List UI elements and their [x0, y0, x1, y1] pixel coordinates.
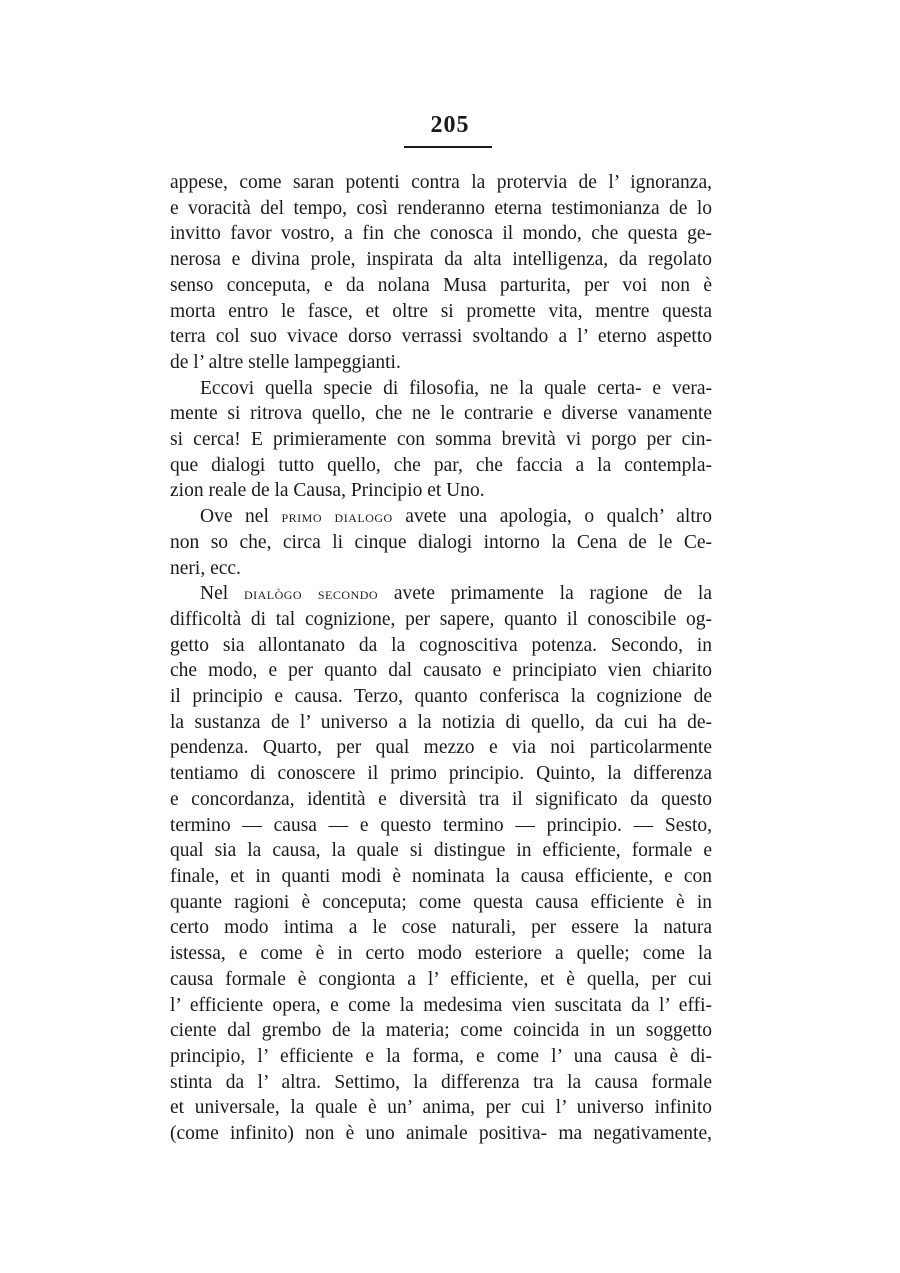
section-reference: dialògo secondo [243, 583, 379, 604]
text-line: non so che, circa li cinque dialogi intorno la Cena de le Ce- [170, 531, 712, 553]
text-line: difficoltà di tal cognizione, per sapere, quanto il conoscibile og- [170, 608, 712, 630]
text-line: che modo, e per quanto dal causato e principiato vien chiarito [170, 660, 712, 682]
text-line: terra col suo vivace dorso verrassi svoltando a l’ eterno aspetto [170, 326, 712, 348]
text-line: getto sia allontanato da la cognoscitiva potenza. Secondo, in [170, 634, 712, 656]
text-line: pendenza. Quarto, per qual mezzo e via noi particolarmente [170, 737, 712, 759]
text-run: avete una apologia, o qualch’ altro [392, 506, 712, 528]
text-line: qual sia la causa, la quale si distingue in efficiente, formale e [170, 840, 712, 862]
text-line: senso conceputa, e da nolana Musa parturita, per voi non è [170, 274, 712, 296]
paragraph [170, 581, 712, 1146]
text-line: tentiamo di conoscere il primo principio. Quinto, la differenza [170, 763, 712, 785]
text-line: termino — causa — e questo termino — principio. — Sesto, [170, 814, 712, 836]
text-line: morta entro le fasce, et oltre si promette vita, mentre questa [170, 300, 712, 322]
text-run: Nel [200, 583, 244, 605]
text-line: la sustanza de l’ universo a la notizia di quello, da cui ha de- [170, 711, 712, 733]
text-line: zion reale de la Causa, Principio et Uno. [170, 480, 485, 502]
text-line: e voracità del tempo, così renderanno eterna testimonianza de lo [170, 197, 712, 219]
paragraph [170, 504, 712, 581]
text-line: (come infinito) non è uno animale positiva- ma negativamente, [170, 1123, 712, 1145]
text-line: invitto favor vostro, a fin che conosca il mondo, che questa ge- [170, 223, 712, 245]
text-line: si cerca! E primieramente con somma brevità vi porgo per cin- [170, 429, 712, 451]
text-line: mente si ritrova quello, che ne le contrarie e diverse vanamente [170, 403, 712, 425]
text-line: de l’ altre stelle lampeggianti. [170, 351, 401, 373]
text-line: principio, l’ efficiente e la forma, e come l’ una causa è di- [170, 1045, 712, 1067]
text-line: causa formale è congionta a l’ efficiente, et è quella, per cui [170, 968, 712, 990]
paragraph [170, 376, 712, 505]
text-run: Ove nel [200, 506, 282, 528]
text-line: neri, ecc. [170, 557, 241, 579]
text-line: nerosa e divina prole, inspirata da alta intelligenza, da regolato [170, 249, 712, 271]
text-line: istessa, e come è in certo modo esteriore a quelle; come la [170, 943, 712, 965]
page-number: 205 [430, 112, 470, 138]
section-reference: primo dialogo [281, 506, 393, 527]
text-line: il principio e causa. Terzo, quanto conferisca la cognizione de [170, 686, 712, 708]
text-line: stinta da l’ altra. Settimo, la differenza tra la causa formale [170, 1071, 712, 1093]
paragraph [170, 170, 712, 376]
text-line: appese, come saran potenti contra la protervia de l’ ignoranza, [170, 172, 712, 193]
text-run: avete primamente la ragione de la [378, 583, 712, 605]
text-line [170, 504, 712, 530]
text-line: ciente dal grembo de la materia; come coincida in un soggetto [170, 1020, 712, 1042]
header-rule [404, 146, 492, 148]
text-line: e concordanza, identità e diversità tra il significato da questo [170, 788, 712, 810]
text-line: et universale, la quale è un’ anima, per cui l’ universo infinito [170, 1097, 712, 1119]
text-line: l’ efficiente opera, e come la medesima vien suscitata da l’ effi- [170, 994, 712, 1016]
text-line: certo modo intima a le cose naturali, per essere la natura [170, 917, 712, 939]
text-line: quante ragioni è conceputa; come questa causa efficiente è in [170, 891, 712, 913]
body-text [170, 170, 712, 1147]
text-line [170, 581, 712, 607]
text-line: finale, et in quanti modi è nominata la causa efficiente, e con [170, 865, 712, 887]
text-line: Eccovi quella specie di filosofia, ne la quale certa- e vera- [200, 377, 712, 399]
text-line: que dialogi tutto quello, che par, che faccia a la contempla- [170, 454, 712, 476]
